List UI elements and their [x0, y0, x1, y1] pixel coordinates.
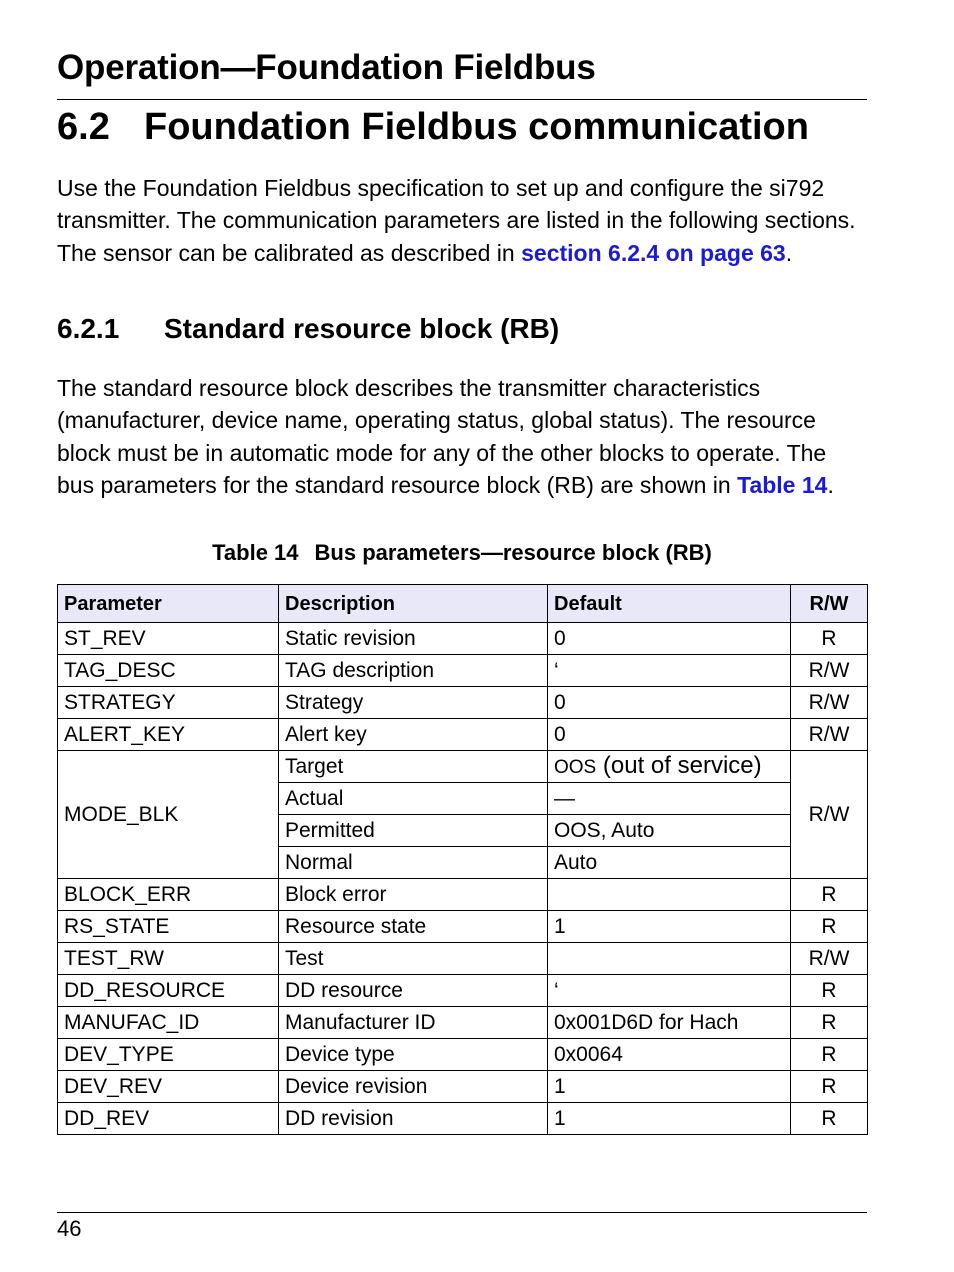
header-rw: R/W [791, 585, 868, 623]
param-cell: DEV_TYPE [58, 1039, 279, 1071]
default-cell: 0 [548, 719, 791, 751]
table-caption-number: Table 14 [212, 540, 299, 565]
default-cell: 0x001D6D for Hach [548, 1007, 791, 1039]
header-divider [57, 99, 867, 100]
table-caption-title: Bus parameters—resource block (RB) [314, 540, 712, 565]
param-cell: MANUFAC_ID [58, 1007, 279, 1039]
rw-cell: R [791, 623, 868, 655]
table-row [58, 975, 868, 1007]
section-intro-text: Use the Foundation Fieldbus specification to set up and configure the si792 transmitter. The communication parameters are listed in the following sections. The sensor can be calibrated as described in [57, 175, 856, 266]
table-row [58, 879, 868, 911]
table-caption [0, 540, 924, 566]
default-cell: OOS, Auto [548, 815, 791, 847]
default-oos: OOS [554, 756, 597, 778]
table-row [58, 655, 868, 687]
rw-cell: R/W [791, 655, 868, 687]
footer-divider [57, 1212, 867, 1213]
table-row [58, 1007, 868, 1039]
table-row [58, 911, 868, 943]
default-cell: 0x0064 [548, 1039, 791, 1071]
param-cell: DD_RESOURCE [58, 975, 279, 1007]
default-cell: 1 [548, 911, 791, 943]
rw-cell: R [791, 1039, 868, 1071]
desc-cell: Alert key [279, 719, 548, 751]
rw-cell: R [791, 975, 868, 1007]
rw-cell: R/W [791, 687, 868, 719]
desc-cell: Test [279, 943, 548, 975]
param-cell: DEV_REV [58, 1071, 279, 1103]
subsection-title [57, 313, 559, 345]
default-cell: Auto [548, 847, 791, 879]
desc-cell: DD resource [279, 975, 548, 1007]
rw-cell: R [791, 911, 868, 943]
param-cell: STRATEGY [58, 687, 279, 719]
subsection-body-paragraph [57, 372, 869, 501]
desc-cell: Device type [279, 1039, 548, 1071]
table-row [58, 1039, 868, 1071]
rw-cell: R/W [791, 943, 868, 975]
table-14-link[interactable]: Table 14 [737, 471, 828, 498]
table-row [58, 623, 868, 655]
default-cell: 1 [548, 1071, 791, 1103]
table-row [58, 1103, 868, 1135]
desc-cell: TAG description [279, 655, 548, 687]
default-cell: 0 [548, 687, 791, 719]
desc-cell: DD revision [279, 1103, 548, 1135]
bus-parameters-table [57, 584, 868, 1135]
default-cell: — [548, 783, 791, 815]
desc-cell: Block error [279, 879, 548, 911]
subsection-title-text: Standard resource block (RB) [164, 313, 560, 344]
default-out-of-service: (out of service) [596, 751, 762, 779]
param-cell: TEST_RW [58, 943, 279, 975]
header-parameter: Parameter [58, 585, 279, 623]
rw-cell-mode-blk: R/W [791, 751, 868, 879]
section-6-2-4-link[interactable]: section 6.2.4 on page 63 [521, 239, 786, 266]
desc-cell: Static revision [279, 623, 548, 655]
default-cell [548, 751, 791, 783]
table-row [58, 687, 868, 719]
desc-cell: Normal [279, 847, 548, 879]
default-cell: 0 [548, 623, 791, 655]
desc-cell: Manufacturer ID [279, 1007, 548, 1039]
param-cell: TAG_DESC [58, 655, 279, 687]
desc-cell: Permitted [279, 815, 548, 847]
subsection-number: 6.2.1 [57, 313, 120, 344]
param-cell: RS_STATE [58, 911, 279, 943]
rw-cell: R [791, 1071, 868, 1103]
desc-cell: Actual [279, 783, 548, 815]
section-title-text: Foundation Fieldbus communication [144, 106, 809, 148]
header-description: Description [279, 585, 548, 623]
param-cell: ALERT_KEY [58, 719, 279, 751]
table-row [58, 943, 868, 975]
desc-cell: Target [279, 751, 548, 783]
default-cell: 1 [548, 1103, 791, 1135]
default-cell: ‘ [548, 975, 791, 1007]
param-cell: BLOCK_ERR [58, 879, 279, 911]
default-cell [548, 943, 791, 975]
table-header-row [58, 585, 868, 623]
desc-cell: Strategy [279, 687, 548, 719]
param-cell: DD_REV [58, 1103, 279, 1135]
rw-cell: R [791, 1007, 868, 1039]
rw-cell: R [791, 1103, 868, 1135]
subsection-body-text: The standard resource block describes the transmitter characteristics (manufacturer, device name, operating status, global status). The resource block must be in automatic mode for any of the other blocks to operate. The bus parameters for the standard resource block (RB) are shown in [57, 375, 827, 498]
subsection-body-end: . [827, 471, 834, 498]
param-cell-mode-blk: MODE_BLK [58, 751, 279, 879]
section-title [57, 106, 809, 149]
desc-cell: Device revision [279, 1071, 548, 1103]
section-intro-end: . [785, 239, 793, 266]
header-default: Default [548, 585, 791, 623]
section-intro-paragraph [57, 172, 869, 269]
table-row-mode-blk [58, 751, 868, 783]
rw-cell: R [791, 879, 868, 911]
param-cell: ST_REV [58, 623, 279, 655]
section-number: 6.2 [57, 106, 110, 148]
default-cell [548, 879, 791, 911]
desc-cell: Resource state [279, 911, 548, 943]
default-cell: ‘ [548, 655, 791, 687]
page-number: 46 [57, 1216, 82, 1241]
table-row [58, 1071, 868, 1103]
table-row [58, 719, 868, 751]
rw-cell: R/W [791, 719, 868, 751]
chapter-title: Operation—Foundation Fieldbus [57, 48, 596, 87]
